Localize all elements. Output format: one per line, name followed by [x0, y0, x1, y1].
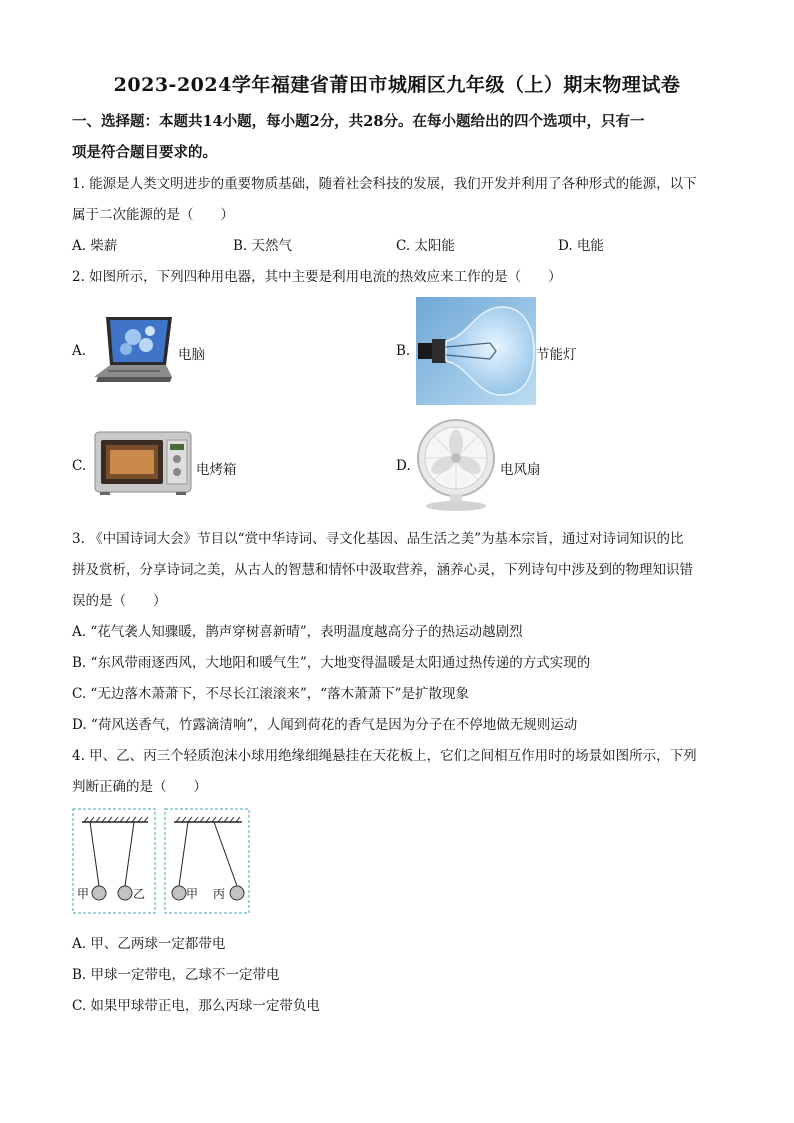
q1-option-c: C. 太阳能 — [396, 238, 455, 254]
section-heading-line2: 项是符合题目要求的。 — [72, 144, 217, 161]
q4-option-c: C. 如果甲球带正电，那么丙球一定带负电 — [72, 998, 320, 1014]
q3-stem-line3: 误的是（ ） — [72, 593, 167, 609]
electric-fan-image — [414, 418, 498, 512]
q2-option-a-label: 电脑 — [178, 347, 205, 363]
q3-option-c: C. “无边落木萧萧下，不尽长江滚滚来”，“落木萧萧下”是扩散现象 — [72, 686, 470, 702]
q2-option-d-letter: D. — [396, 458, 411, 474]
section-heading-line1: 一、选择题：本题共14小题，每小题2分，共28分。在每小题给出的四个选项中，只有一 — [72, 113, 645, 130]
ball-label-bing: 丙 — [213, 887, 226, 901]
q4-stem-line1: 4. 甲、乙、丙三个轻质泡沫小球用绝缘细绳悬挂在天花板上，它们之间相互作用时的场景如图所示，下列 — [72, 748, 697, 764]
pendulum-diagram-right — [164, 808, 250, 914]
q4-option-b: B. 甲球一定带电，乙球不一定带电 — [72, 967, 280, 983]
ball-label-jia-2: 甲 — [186, 887, 199, 901]
q2-option-b-label: 节能灯 — [536, 347, 577, 363]
q2-option-c-label: 电烤箱 — [196, 462, 237, 478]
laptop-image — [88, 315, 174, 385]
q2-option-c-letter: C. — [72, 458, 87, 474]
q3-option-b: B. “东风带雨逐西风，大地阳和暖气生”，大地变得温暖是太阳通过热传递的方式实现的 — [72, 655, 591, 671]
q1-option-b: B. 天然气 — [233, 238, 293, 254]
q1-stem-line2: 属于二次能源的是（ ） — [72, 207, 234, 223]
q2-option-b-letter: B. — [396, 343, 411, 359]
q4-option-a: A. 甲、乙两球一定都带电 — [72, 936, 226, 952]
q1-option-d: D. 电能 — [558, 238, 604, 254]
q2-option-d-label: 电风扇 — [500, 462, 541, 478]
q3-option-d: D. “荷风送香气，竹露滴清响”，人闻到荷花的香气是因为分子在不停地做无规则运动 — [72, 717, 578, 733]
q3-stem-line2: 拼及赏析，分享诗词之美，从古人的智慧和情怀中汲取营养，涵养心灵，下列诗句中涉及到的物理知识错 — [72, 562, 693, 578]
q4-stem-line2: 判断正确的是（ ） — [72, 779, 207, 795]
q1-stem-line1: 1. 能源是人类文明进步的重要物质基础，随着社会科技的发展，我们开发并利用了各种形式的能源，以下 — [72, 176, 697, 192]
ball-label-jia: 甲 — [77, 887, 90, 901]
q3-option-a: A. “花气袭人知骤暖，鹊声穿树喜新晴”，表明温度越高分子的热运动越剧烈 — [72, 624, 523, 640]
q3-stem-line1: 3. 《中国诗词大会》节目以“赏中华诗词、寻文化基因、品生活之美”为基本宗旨，通过对诗词知识的比 — [72, 531, 684, 547]
q2-stem: 2. 如图所示，下列四种用电器，其中主要是利用电流的热效应来工作的是（ ） — [72, 269, 562, 285]
q2-option-a-letter: A. — [72, 343, 87, 359]
q1-option-a: A. 柴薪 — [72, 238, 118, 254]
ball-label-yi: 乙 — [133, 887, 146, 901]
light-bulb-image — [416, 297, 536, 405]
oven-image — [94, 430, 194, 496]
page-title: 2023-2024学年福建省莆田市城厢区九年级（上）期末物理试卷 — [113, 74, 681, 96]
